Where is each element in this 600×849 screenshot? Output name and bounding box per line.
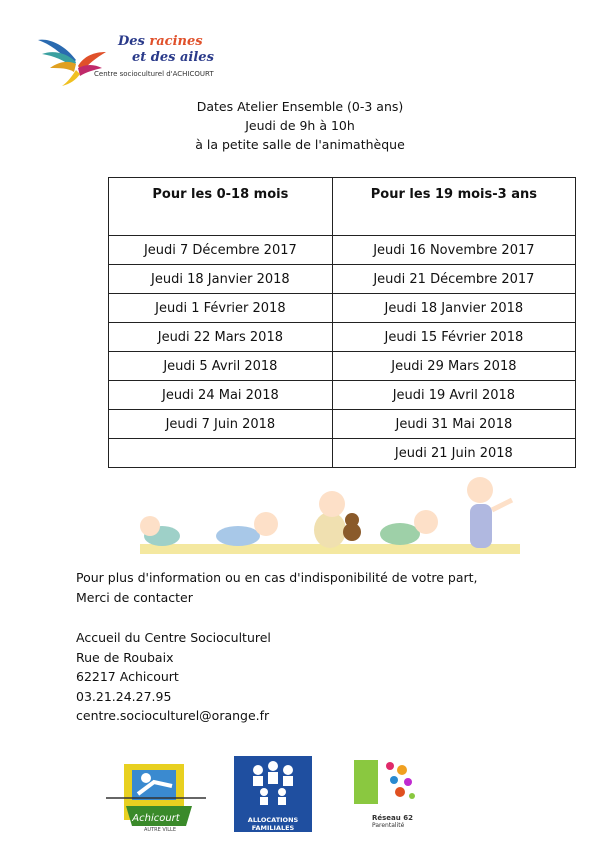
achicourt-logo [106, 760, 206, 832]
table-cell: Jeudi 19 Avril 2018 [332, 381, 575, 410]
table-header-row [109, 178, 576, 236]
table-row [109, 410, 576, 439]
contact-block [76, 628, 271, 726]
caf-family-icon [234, 756, 312, 812]
contact-name: Accueil du Centre Socioculturel [76, 630, 271, 645]
table-row [109, 236, 576, 265]
table-cell: Jeudi 18 Janvier 2018 [332, 294, 575, 323]
logo-line2: et des ailes [132, 50, 214, 65]
info-line1: Pour plus d'information ou en cas d'indisponibilité de votre part, [76, 570, 478, 585]
header-time: Jeudi de 9h à 10h [245, 118, 355, 133]
table-cell: Jeudi 5 Avril 2018 [109, 352, 333, 381]
table-cell: Jeudi 22 Mars 2018 [109, 323, 333, 352]
table-cell: Jeudi 31 Mai 2018 [332, 410, 575, 439]
table-row [109, 265, 576, 294]
column-header-0-18: Pour les 0-18 mois [109, 178, 333, 236]
reseau62-logo [346, 754, 422, 830]
table-cell: Jeudi 21 Juin 2018 [332, 439, 575, 468]
table-cell [109, 439, 333, 468]
info-text [76, 568, 478, 608]
caf-label: ALLOCATIONS FAMILIALES [247, 816, 299, 832]
contact-phone: 03.21.24.27.95 [76, 688, 172, 704]
achicourt-emblem-icon [106, 760, 206, 832]
info-line2: Merci de contacter [76, 590, 193, 605]
table-cell: Jeudi 7 Juin 2018 [109, 410, 333, 439]
table-row [109, 294, 576, 323]
contact-email[interactable]: centre.socioculturel@orange.fr [76, 708, 270, 723]
column-header-19-36: Pour les 19 mois-3 ans [332, 178, 575, 236]
contact-street: Rue de Roubaix [76, 649, 174, 665]
wings-logo-icon [36, 26, 116, 88]
crawling-babies-illustration [140, 474, 520, 564]
table-cell: Jeudi 1 Février 2018 [109, 294, 333, 323]
document-header [0, 97, 600, 154]
table-cell: Jeudi 15 Février 2018 [332, 323, 575, 352]
schedule-table [108, 177, 576, 468]
header-title: Dates Atelier Ensemble (0-3 ans) [196, 99, 404, 114]
achicourt-label: Achicourt [132, 813, 180, 824]
table-cell: Jeudi 7 Décembre 2017 [109, 236, 333, 265]
reseau-label: Réseau 62 [372, 814, 413, 822]
logo-subtitle: Centre socioculturel d'ACHICOURT [94, 70, 214, 78]
table-cell: Jeudi 16 Novembre 2017 [332, 236, 575, 265]
table-row [109, 323, 576, 352]
header-place: à la petite salle de l'animathèque [195, 137, 405, 152]
logo-word-des: Des [118, 34, 145, 49]
caf-logo [234, 756, 312, 832]
table-cell: Jeudi 21 Décembre 2017 [332, 265, 575, 294]
centre-logo [36, 26, 216, 88]
table-cell: Jeudi 29 Mars 2018 [332, 352, 575, 381]
table-row [109, 439, 576, 468]
table-row [109, 381, 576, 410]
achicourt-tagline: AUTRE VILLE [144, 827, 176, 832]
table-cell: Jeudi 18 Janvier 2018 [109, 265, 333, 294]
reseau-dots-icon [346, 754, 422, 810]
logo-word-racines: racines [149, 34, 203, 49]
table-row [109, 352, 576, 381]
contact-city: 62217 Achicourt [76, 669, 179, 684]
reseau-sublabel: Parentalité [372, 822, 405, 829]
table-cell: Jeudi 24 Mai 2018 [109, 381, 333, 410]
